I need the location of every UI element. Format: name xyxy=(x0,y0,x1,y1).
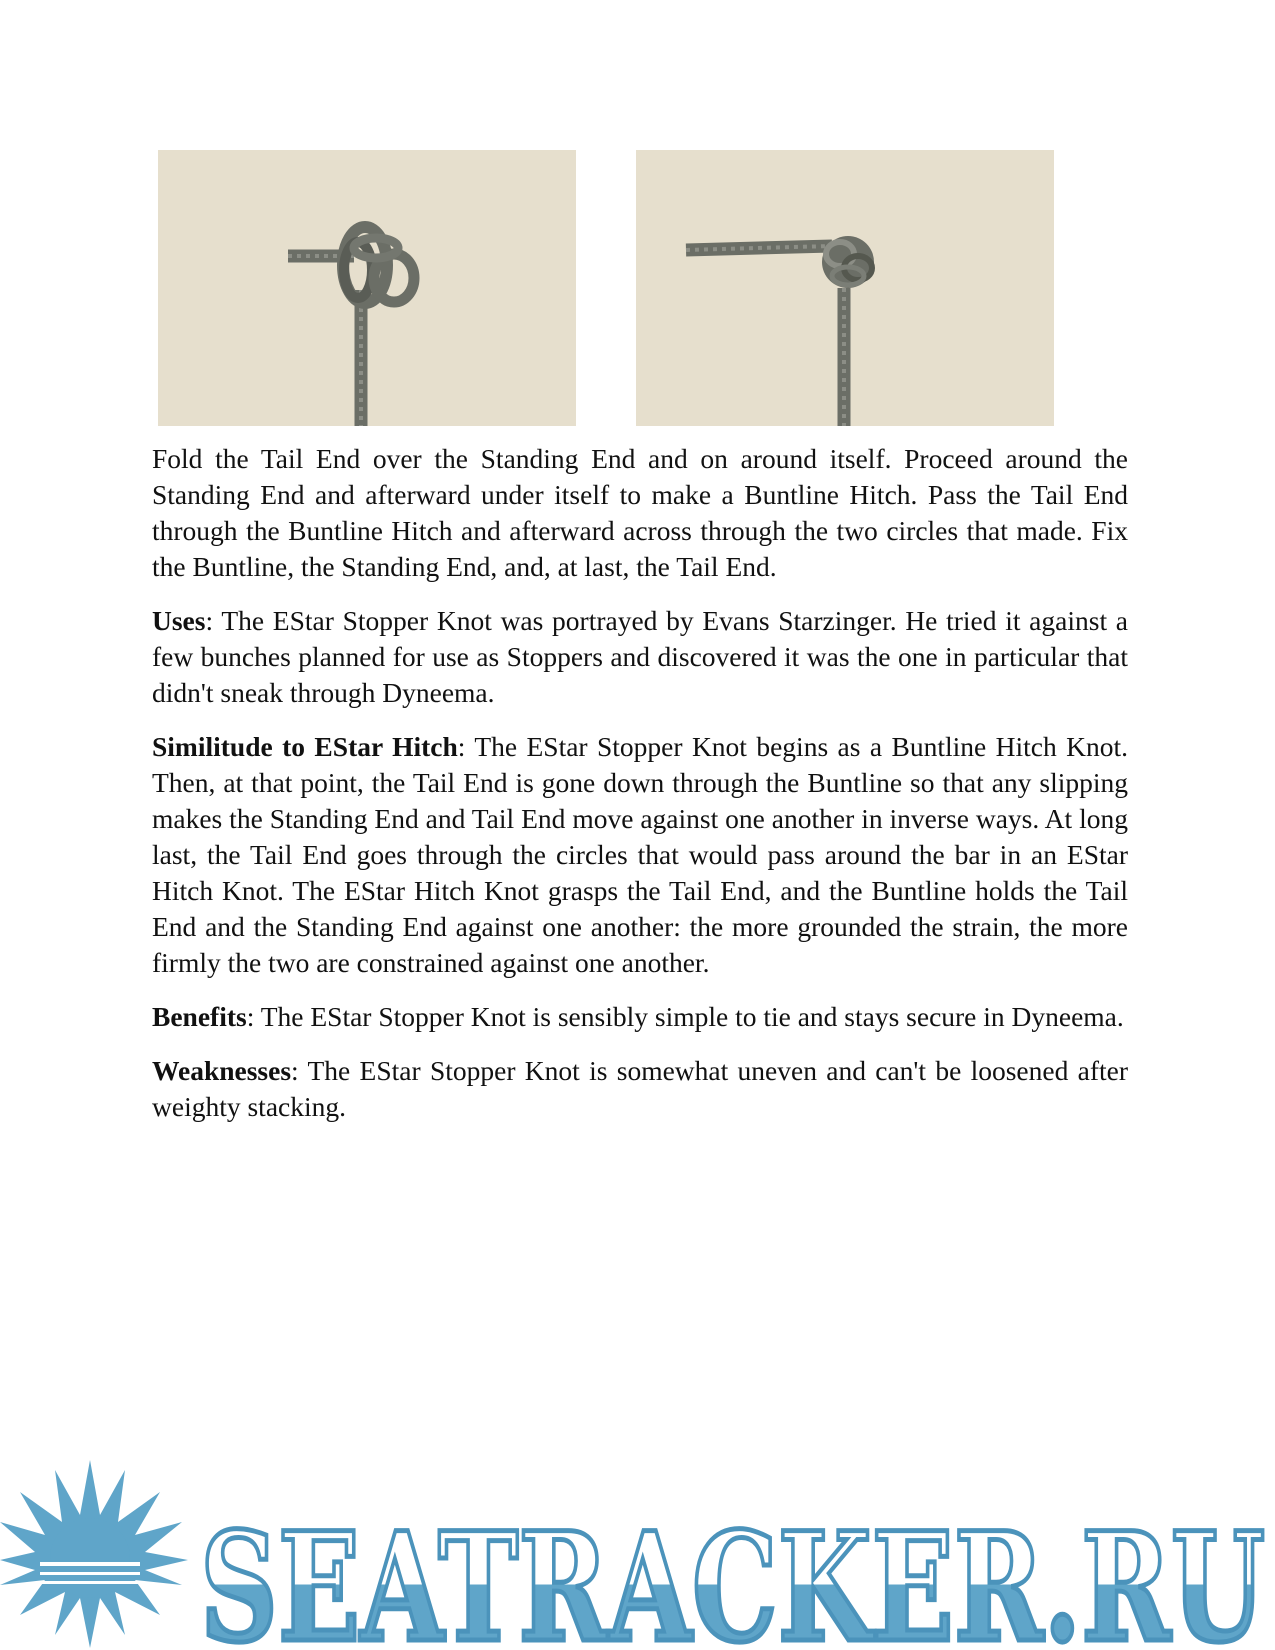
knot-photo-loose xyxy=(158,150,576,426)
article-body xyxy=(152,441,1128,1143)
uses-label: Uses xyxy=(152,605,206,636)
benefits-paragraph xyxy=(152,999,1128,1035)
similitude-text: : The EStar Stopper Knot begins as a Buntline Hitch Knot. Then, at that point, the Tail End is gone down through the Buntline so that any slipping makes the Standing End and Tail End move against one another in inverse ways. At long last, the Tail End goes through the circles that would pass around the bar in an EStar Hitch Knot. The EStar Hitch Knot grasps the Tail End, and the Buntline holds the Tail End and the Standing End against one another: the more grounded the strain, the more firmly the two are constrained against one another. xyxy=(152,731,1128,978)
benefits-label: Benefits xyxy=(152,1001,247,1032)
knot-photo-tight xyxy=(636,150,1054,426)
weaknesses-paragraph xyxy=(152,1053,1128,1125)
uses-text: : The EStar Stopper Knot was portrayed by Evans Starzinger. He tried it against a few bunches planned for use as Stoppers and discovered it was the one in particular that didn't sneak through Dyneema. xyxy=(152,605,1128,708)
uses-paragraph xyxy=(152,603,1128,711)
similitude-label: Similitude to EStar Hitch xyxy=(152,731,458,762)
weaknesses-text: : The EStar Stopper Knot is somewhat uneven and can't be loosened after weighty stacking. xyxy=(152,1055,1128,1122)
weaknesses-label: Weaknesses xyxy=(152,1055,292,1086)
sun-icon xyxy=(0,1460,188,1648)
similitude-paragraph xyxy=(152,729,1128,981)
logo-wordmark: SEATRACKER.RU xyxy=(200,1500,1265,1650)
benefits-text: : The EStar Stopper Knot is sensibly simple to tie and stays secure in Dyneema. xyxy=(246,1001,1124,1032)
intro-paragraph: Fold the Tail End over the Standing End and on around itself. Proceed around the Standing End and afterward under itself to make a Buntline Hitch. Pass the Tail End through the Buntline Hitch and afterward across through the two circles that made. Fix the Buntline, the Standing End, and, at last, the Tail End. xyxy=(152,443,1128,582)
seatracker-logo xyxy=(0,1460,1275,1650)
